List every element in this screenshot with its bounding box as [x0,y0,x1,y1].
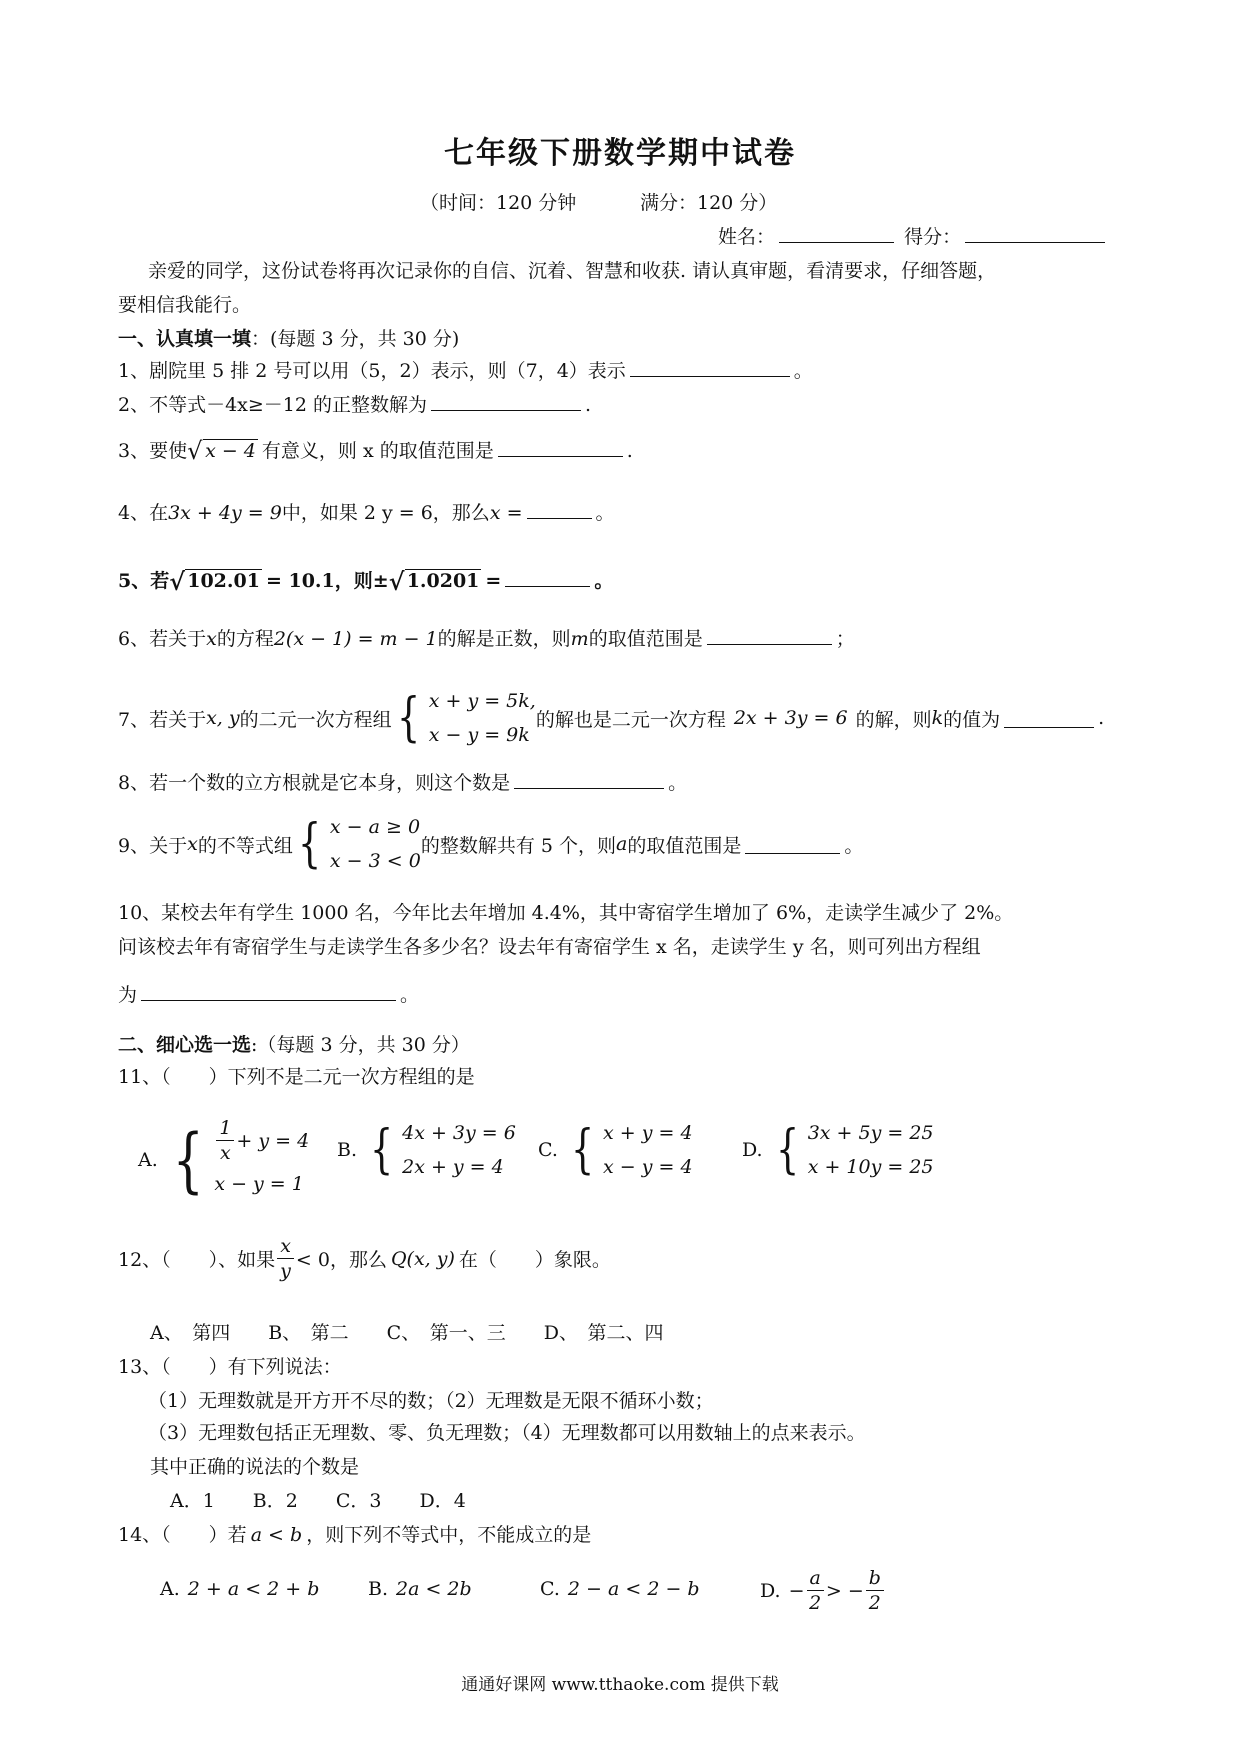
question-10-line-2: 问该校去年有寄宿学生与走读学生各多少名？设去年有寄宿学生 x 名，走读学生 y 名，则可列出方程组 [118,936,981,958]
q13-statement-3-4: （3）无理数包括正无理数、零、负无理数；（4）无理数都可以用数轴上的点来表示。 [148,1422,866,1444]
question-2: 2、不等式－4x≥－12 的正整数解为 . [118,394,592,416]
q2-blank[interactable] [431,392,581,411]
q11-option-a[interactable]: A. { $\frac{1}{x}$ + y = 4 x − y = 1 [138,1117,310,1201]
q12-fraction: $\frac{x}{y}$ [277,1234,294,1283]
section1-heading: 一、认真填一填：(每题 3 分，共 30 分) [118,328,460,350]
question-6: 6、若关于x的方程2(x − 1) = m − 1的解是正数，则m的取值范围是 ； [118,628,855,650]
q9-blank[interactable] [745,835,840,854]
question-1: 1、剧院里 5 排 2 号可以用（5，2）表示，则（7，4）表示 。 [118,360,813,382]
question-3: 3、要使√ x − 4 有意义，则 x 的取值范围是 . [118,436,633,463]
q13-question: 其中正确的说法的个数是 [150,1456,360,1478]
question-10-line-3: 为 。 [118,984,420,1006]
intro-line-2: 要相信我能行。 [118,294,252,316]
q14-option-d[interactable]: D. − $\frac{a}{2}$ > − $\frac{b}{2}$ [760,1566,886,1615]
q14-option-a[interactable]: A. 2 + a < 2 + b [160,1578,320,1600]
score-blank[interactable] [965,224,1105,243]
q4-blank[interactable] [527,500,592,519]
q11-option-c[interactable]: C. { x + y = 4 x − y = 4 [538,1120,693,1180]
question-14-stem: 14、（ ）若 a < b ，则下列不等式中，不能成立的是 [118,1524,592,1546]
q7-system: { x + y = 5k, x − y = 9k [396,688,536,748]
name-field [718,222,1109,249]
score-label: 得分： [904,226,962,248]
q13-options[interactable]: A．1 B．2 C．3 D．4 [170,1490,466,1512]
question-9: 9、关于 x 的不等式组 { x − a ≥ 0 x − 3 < 0 的整数解共有 5 个，则 a 的取值范围是 。 [118,810,863,878]
q8-blank[interactable] [514,770,664,789]
question-12: 12、（ ）、如果 $\frac{x}{y}$ < 0，那么 Q(x, y) 在（ ）象限。 [118,1235,611,1282]
intro-line-1: 亲爱的同学，这份试卷将再次记录你的自信、沉着、智慧和收获. 请认真审题，看清要求，仔细答题， [148,260,997,282]
question-10-line-1: 10、某校去年有学生 1000 名，今年比去年增加 4.4%，其中寄宿学生增加了 6%，走读学生减少了 2%。 [118,902,1014,924]
q13-statement-1-2: （1）无理数就是开方开不尽的数；（2）无理数是无限不循环小数； [148,1390,714,1412]
question-11-stem: 11、（ ）下列不是二元一次方程组的是 [118,1066,475,1088]
question-7: 7、若关于 x, y 的二元一次方程组 { x + y = 5k, x − y = 9k 的解也是二元一次方程 2x + 3y = 6 的解，则 k 的值为 . [118,684,1104,752]
question-13-stem: 13、（ ）有下列说法： [118,1356,342,1378]
question-4: 4、在3x + 4y = 9中，如果 2 y = 6，那么x = 。 [118,502,615,524]
q5-blank[interactable] [505,568,590,587]
q14-option-b[interactable]: B. 2a < 2b [368,1578,472,1600]
q9-system: { x − a ≥ 0 x − 3 < 0 [297,814,421,874]
q3-blank[interactable] [498,438,623,457]
q14-option-c[interactable]: C. 2 − a < 2 − b [540,1578,700,1600]
section2-heading: 二、细心选一选:（每题 3 分，共 30 分） [118,1034,470,1056]
question-5: 5、若√ 102.01 = 10.1，则±√ 1.0201 = 。 [118,566,613,593]
footer-credit: 通通好课网 www.tthaoke.com 提供下载 [461,1675,779,1695]
q5-sqrt-2: √ 1.0201 [389,570,482,592]
q3-sqrt: √ x − 4 [187,440,258,462]
name-label: 姓名： [718,226,776,248]
q11-option-b[interactable]: B. { 4x + 3y = 6 2x + y = 4 [337,1120,516,1180]
q10-blank[interactable] [141,982,396,1001]
question-8: 8、若一个数的立方根就是它本身，则这个数是 。 [118,772,688,794]
name-blank[interactable] [779,224,894,243]
q12-options[interactable]: A、 第四 B、 第二 C、 第一、三 D、 第二、四 [150,1322,664,1344]
q7-blank[interactable] [1004,709,1094,728]
q5-sqrt-1: √ 102.01 [169,570,262,592]
subtitle-score: 满分：120 分） [640,192,778,214]
page-title: 七年级下册数学期中试卷 [444,136,796,171]
subtitle-time: （时间：120 分钟 [420,192,577,214]
q1-blank[interactable] [630,358,790,377]
q6-blank[interactable] [707,626,832,645]
q11-option-d[interactable]: D. { 3x + 5y = 25 x + 10y = 25 [742,1120,934,1180]
